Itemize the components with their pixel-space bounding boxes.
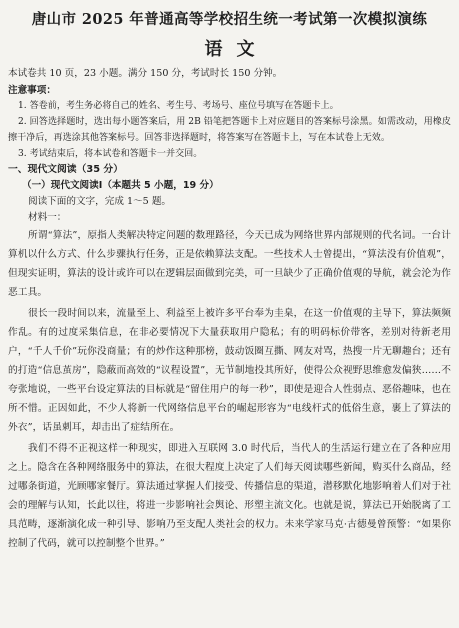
exam-title: 唐山市 2025 年普通高等学校招生统一考试第一次模拟演练 — [31, 11, 428, 28]
passage-paragraph: 很长一段时间以来，流量至上、利益至上被许多平台奉为圭臬，在这一价值观的主导下，算法频频作乱。有的过度采集信息，在非必要情况下大量获取用户隐私；有的明码标价带客，差别对待新老用户，“千人千价”玩你没商量；有的炒作这种那榜，鼓动饭圈互撕、网友对骂，热搜一片无聊趣台；还有的打造“信息茧房”，隐蔽而高效的“议程设置”，无节制地投其所好，使得公众视野思维愈发偏狭……不夸张地说，一些平台设定算法的目标就是“留住用户的每一秒”，即使是迎合人性弱点、恶俗趣味，也在所不惜。正因如此，不少人将新一代网络信息平台的崛起形容为“电线杆式的低俗生意，裹上了算法的外衣”，话虽刺耳，却击出了症结所在。 — [8, 308, 451, 433]
material-label: 材料一： — [28, 212, 67, 223]
subsection-heading: （一）现代文阅读Ⅰ（本题共 5 小题，19 分） — [22, 180, 219, 191]
passage-paragraph: 所谓“算法”，原指人类解决特定问题的数理路径，今天已成为网络世界内部规则的代名词。一台计算机以什么方式、什么步骤执行任务，正是依赖算法支配。一些技术人士曾提出，“算法没有价值观”，但现实证明，算法的设计或许可以在逻辑层面做到完美，可一旦缺少了正确价值观的导航，就会沦为作恶工具。 — [8, 230, 451, 298]
note-item: 3. 考试结束后，将本试卷和答题卡一并交回。 — [18, 149, 203, 159]
subject-title: 语文 — [204, 39, 269, 60]
section-heading: 一、现代文阅读（35 分） — [8, 164, 124, 175]
passage-paragraph: 我们不得不正视这样一种现实，即进入互联网 3.0 时代后，当代人的生活运行建立在了各种应用之上。隐含在各种网络服务中的算法，在很大程度上决定了人们每天阅读哪些新闻，购买什么商品，经过哪条街道，光顾哪家餐厅。算法通过掌握人们接受、传播信息的渠道，潜移默化地影响着人们对于社会的理解与认知，长此以往，将进一步影响社会舆论、形塑主流文化。也就是说，算法已开始脱离了工具范畴，逐渐演化成一种引导、影响乃至支配人类社会的权力。未来学家马克·古德曼曾预警：“如果你控制了代码，就可以控制整个世界。” — [8, 443, 451, 549]
reading-instruction: 阅读下面的文字，完成 1～5 题。 — [28, 196, 172, 207]
note-item: 2. 回答选择题时，选出每小题答案后，用 2B 铅笔把答题卡上对应题目的答案标号涂黑。如需改动，用橡皮擦干净后，再选涂其他答案标号。回答非选择题时，将答案写在答题卡上，写在本试卷上无效。 — [8, 117, 451, 143]
note-item: 1. 答卷前，考生务必将自己的姓名、考生号、考场号、座位号填写在答题卡上。 — [18, 101, 339, 111]
exam-meta: 本试卷共 10 页，23 小题。满分 150 分，考试时长 150 分钟。 — [8, 68, 283, 79]
notes-heading: 注意事项： — [8, 85, 56, 96]
